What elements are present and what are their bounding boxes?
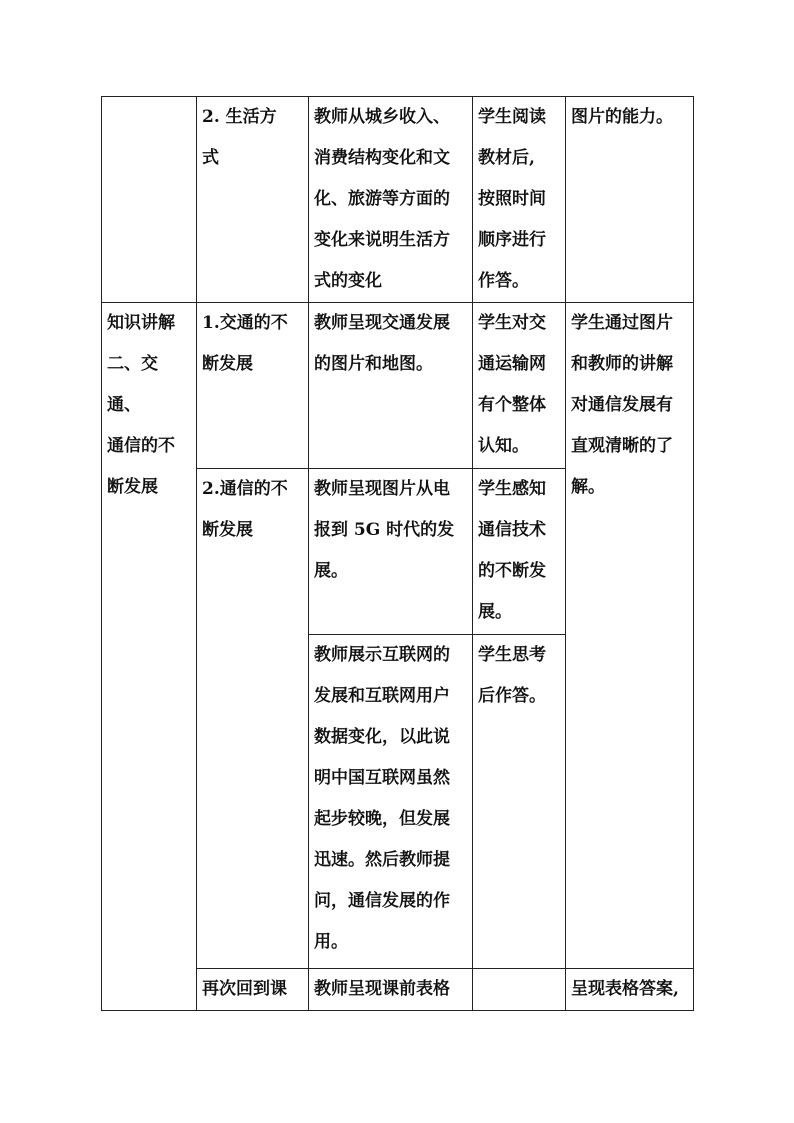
student-activity-cell: 学生阅读 教材后, 按照时间 顺序进行 作答。 — [473, 97, 566, 303]
design-intent-cell: 图片的能力。 — [566, 97, 694, 303]
student-activity-cell — [473, 969, 566, 1011]
teacher-activity-cell: 教师呈现交通发展 的图片和地图。 — [309, 303, 473, 469]
topic-cell: 再次回到课 — [197, 969, 309, 1011]
table-row — [102, 303, 694, 469]
teacher-activity-cell: 教师展示互联网的 发展和互联网用户 数据变化，以此说 明中国互联网虽然 起步较晚，但发展 迅速。然后教师提 问，通信发展的作 用。 — [309, 635, 473, 969]
section-title-cell: 知识讲解 二、交通、 通信的不 断发展 — [102, 303, 197, 1011]
section-cell-empty — [102, 97, 197, 303]
topic-cell: 2. 生活方 式 — [197, 97, 309, 303]
design-intent-cell: 学生通过图片 和教师的讲解 对通信发展有 直观清晰的了 解。 — [566, 303, 694, 969]
teacher-activity-cell: 教师呈现图片从电 报到 5G 时代的发 展。 — [309, 469, 473, 635]
table-row — [102, 97, 694, 303]
student-activity-cell: 学生思考 后作答。 — [473, 635, 566, 969]
teacher-activity-cell: 教师呈现课前表格 — [309, 969, 473, 1011]
student-activity-cell: 学生感知 通信技术 的不断发 展。 — [473, 469, 566, 635]
student-activity-cell: 学生对交 通运输网 有个整体 认知。 — [473, 303, 566, 469]
lesson-plan-table — [101, 96, 694, 1011]
topic-cell: 1.交通的不 断发展 — [197, 303, 309, 469]
topic-cell: 2.通信的不 断发展 — [197, 469, 309, 969]
teacher-activity-cell: 教师从城乡收入、 消费结构变化和文 化、旅游等方面的 变化来说明生活方 式的变化 — [309, 97, 473, 303]
design-intent-cell: 呈现表格答案, — [566, 969, 694, 1011]
